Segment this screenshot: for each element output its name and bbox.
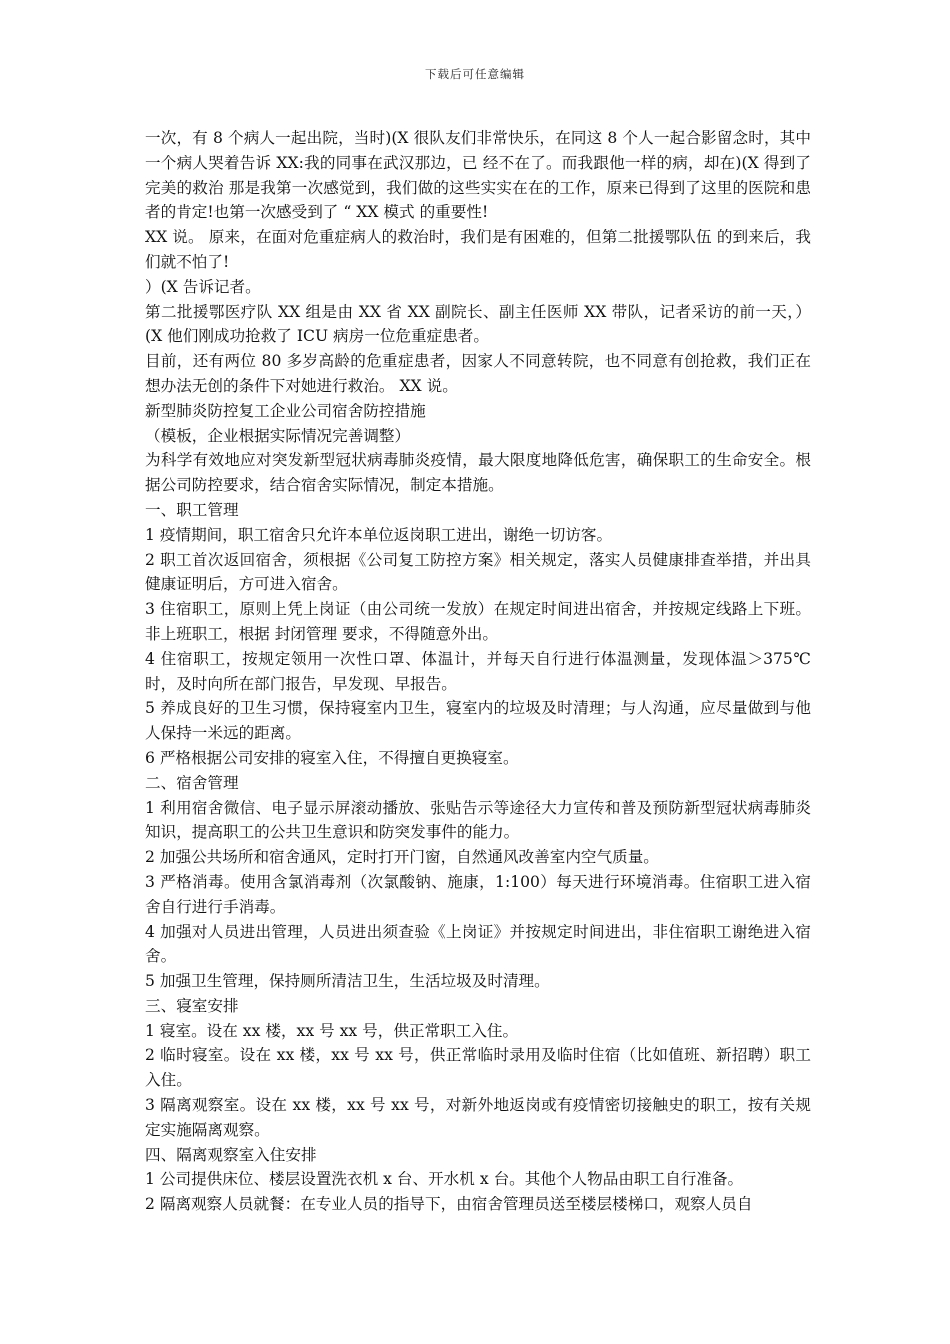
list-item: 2 加强公共场所和宿舍通风，定时打开门窗，自然通风改善室内空气质量。 [145, 848, 659, 867]
paragraph: 一次，有 8 个病人一起出院，当时)(X 很队友们非常快乐，在同这 8 个人一起合影留念时，其中一个病人哭着告诉 XX:我的同事在武汉那边，已 经不在了。而我跟他一样的病，却在)(X 得到了完美的救治 那是我第一次感觉到，我们做的这些实实在在的工作，原来已得到了这里的医院和患者的肯定!也第一次感受到了 “ XX 模式 的重要性! [145, 129, 811, 222]
list-item: 3 隔离观察室。设在 xx 楼，xx 号 xx 号，对新外地返岗或有疫情密切接触史的职工，按有关规定实施隔离观察。 [145, 1096, 811, 1139]
list-item: 3 严格消毒。使用含氯消毒剂（次氯酸钠、施康，1:100）每天进行环境消毒。住宿职工进入宿舍自行进行手消毒。 [145, 872, 811, 916]
section-heading: 四、隔离观察室入住安排 [145, 1145, 317, 1164]
document-body [145, 126, 811, 1217]
list-item: 4 住宿职工，按规定领用一次性口罩、体温计，并每天自行进行体温测量，发现体温＞375℃时，及时向所在部门报告，早发现、早报告。 [145, 649, 811, 693]
section-heading: 二、宿舍管理 [145, 773, 239, 792]
list-item: 1 公司提供床位、楼层设置洗衣机 x 台、开水机 x 台。其他个人物品由职工自行准备。 [145, 1170, 744, 1189]
paragraph: 为科学有效地应对突发新型冠状病毒肺炎疫情，最大限度地降低危害，确保职工的生命安全。根据公司防控要求，结合宿舍实际情况，制定本措施。 [145, 451, 811, 495]
section-subtitle: （模板，企业根据实际情况完善调整） [145, 426, 411, 445]
list-item: 5 加强卫生管理，保持厕所清洁卫生，生活垃圾及时清理。 [145, 972, 550, 991]
list-item: 2 临时寝室。设在 xx 楼，xx 号 xx 号，供正常临时录用及临时住宿（比如值班、新招聘）职工入住。 [145, 1046, 811, 1090]
list-item: 1 疫情期间，职工宿舍只允许本单位返岗职工进出，谢绝一切访客。 [145, 525, 613, 544]
paragraph: XX 说。 原来，在面对危重症病人的救治时，我们是有困难的，但第二批援鄂队伍 的到来后，我们就不怕了! [145, 228, 811, 271]
list-item: 4 加强对人员进出管理，人员进出须查验《上岗证》并按规定时间进出，非住宿职工谢绝进入宿舍。 [145, 922, 811, 966]
list-item: 2 职工首次返回宿舍，须根据《公司复工防控方案》相关规定，落实人员健康排查举措，并出具健康证明后，方可进入宿舍。 [145, 550, 811, 594]
list-item: 2 隔离观察人员就餐：在专业人员的指导下，由宿舍管理员送至楼层楼梯口，观察人员自 [145, 1195, 753, 1214]
section-title: 新型肺炎防控复工企业公司宿舍防控措施 [145, 401, 426, 420]
page-header: 下载后可任意编辑 [425, 67, 525, 81]
list-item: 5 养成良好的卫生习惯，保持寝室内卫生，寝室内的垃圾及时清理；与人沟通，应尽量做到与他人保持一米远的距离。 [145, 699, 811, 743]
section-heading: 三、寝室安排 [145, 996, 239, 1015]
paragraph: 第二批援鄂医疗队 XX 组是由 XX 省 XX 副院长、副主任医师 XX 带队，记者采访的前一天，）(X 他们刚成功抢救了 ICU 病房一位危重症患者。 [145, 302, 811, 346]
list-item: 6 严格根据公司安排的寝室入住，不得擅自更换寝室。 [145, 748, 519, 767]
list-item: 1 利用宿舍微信、电子显示屏滚动播放、张贴告示等途径大力宣传和普及预防新型冠状病毒肺炎知识，提高职工的公共卫生意识和防突发事件的能力。 [145, 798, 811, 842]
section-heading: 一、职工管理 [145, 500, 239, 519]
paragraph: 目前，还有两位 80 多岁高龄的危重症患者，因家人不同意转院，也不同意有创抢救，我们正在想办法无创的条件下对她进行救治。 XX 说。 [145, 352, 811, 395]
paragraph: ）(X 告诉记者。 [145, 277, 261, 296]
list-item: 3 住宿职工，原则上凭上岗证（由公司统一发放）在规定时间进出宿舍，并按规定线路上下班。非上班职工，根据 封闭管理 要求，不得随意外出。 [145, 600, 811, 643]
list-item: 1 寝室。设在 xx 楼，xx 号 xx 号，供正常职工入住。 [145, 1021, 519, 1040]
